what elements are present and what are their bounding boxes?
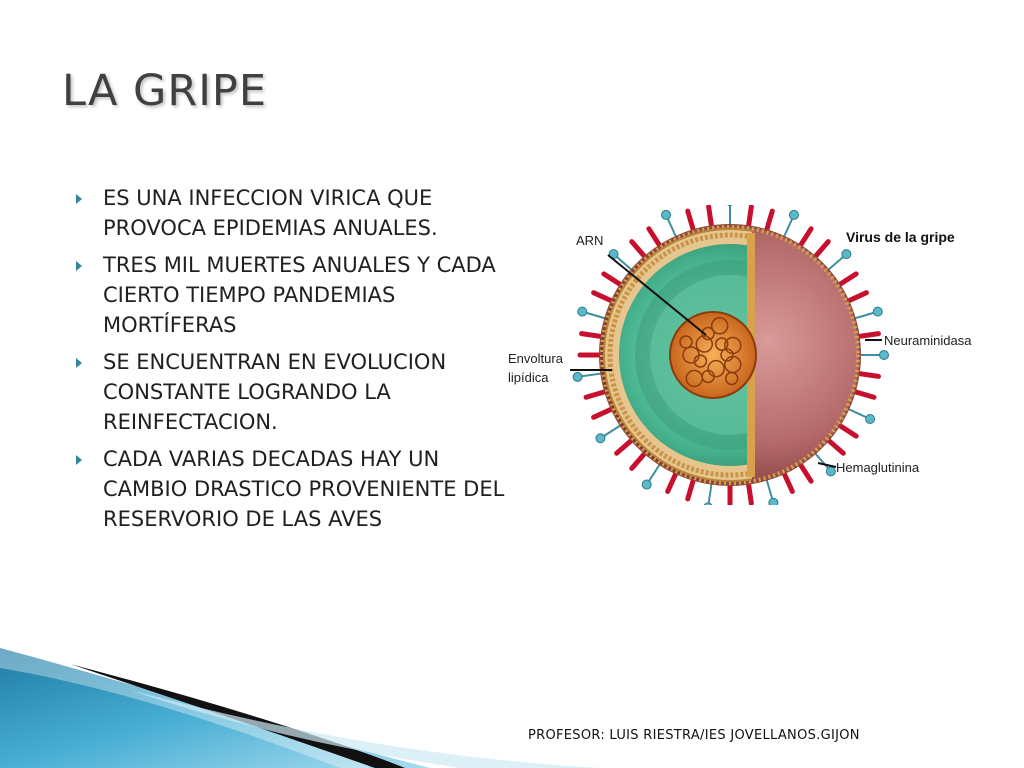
slide-title: LA GRIPE bbox=[62, 66, 268, 116]
bullet-text: TRES MIL MUERTES ANUALES Y CADA CIERTO TIEMPO PANDEMIAS MORTÍFERAS bbox=[103, 253, 496, 337]
influenza-virus-diagram bbox=[500, 205, 1000, 505]
neuraminidasa-label: Neuraminidasa bbox=[884, 333, 972, 348]
triangle-right-icon bbox=[76, 358, 82, 368]
bullet-text: CADA VARIAS DECADAS HAY UN CAMBIO DRASTICO PROVENIENTE DEL RESERVORIO DE LAS AVES bbox=[103, 447, 505, 531]
neuraminidase-head bbox=[704, 503, 713, 505]
neuraminidase-head bbox=[873, 307, 882, 316]
bullet-item bbox=[74, 250, 514, 340]
bullet-item bbox=[74, 347, 514, 437]
envoltura-label-line2: lipídica bbox=[508, 370, 549, 385]
neuraminidase-head bbox=[662, 210, 671, 219]
footer-swoosh-graphic bbox=[0, 640, 620, 768]
neuraminidase-head bbox=[866, 414, 875, 423]
diagram-title: Virus de la gripe bbox=[846, 229, 955, 245]
neuraminidase-head bbox=[578, 307, 587, 316]
bullet-item bbox=[74, 444, 514, 534]
footer-credit: PROFESOR: LUIS RIESTRA/IES JOVELLANOS.GIJON bbox=[528, 728, 860, 743]
arn-label: ARN bbox=[576, 233, 604, 248]
neuraminidase-head bbox=[726, 205, 735, 206]
envoltura-label-line1: Envoltura bbox=[508, 351, 563, 366]
neuraminidase-head bbox=[596, 434, 605, 443]
bullet-list bbox=[74, 183, 514, 541]
hemaglutinina-label: Hemaglutinina bbox=[836, 460, 920, 475]
bullet-text: SE ENCUENTRAN EN EVOLUCION CONSTANTE LOGRANDO LA REINFECTACION. bbox=[103, 350, 447, 434]
neuraminidase-head bbox=[642, 480, 651, 489]
bullet-text: ES UNA INFECCION VIRICA QUE PROVOCA EPIDEMIAS ANUALES. bbox=[103, 186, 438, 240]
neuraminidase-head bbox=[769, 498, 778, 505]
neuraminidase-head bbox=[880, 351, 889, 360]
triangle-right-icon bbox=[76, 261, 82, 271]
neuraminidase-head bbox=[789, 210, 798, 219]
neuraminidase-head bbox=[826, 467, 835, 476]
bullet-item bbox=[74, 183, 514, 243]
triangle-right-icon bbox=[76, 194, 82, 204]
neuraminidase-head bbox=[573, 372, 582, 381]
neuraminidase-head bbox=[842, 250, 851, 259]
triangle-right-icon bbox=[76, 455, 82, 465]
